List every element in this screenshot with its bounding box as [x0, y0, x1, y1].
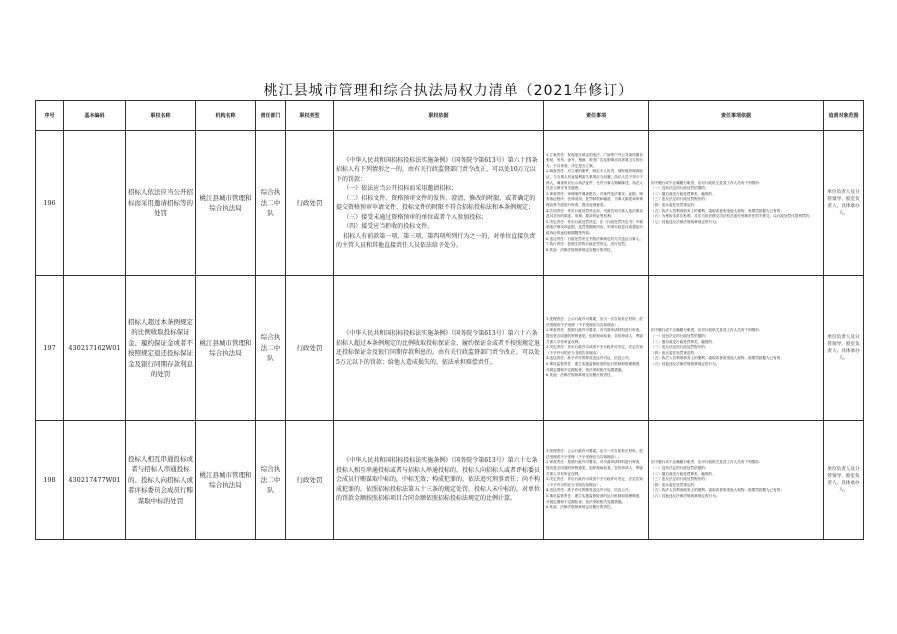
dutybasis-item: 因不履行或不正确履行职责，应对行政机关及其工作人员有下列情形：	[651, 460, 763, 465]
dutybasis-item: （七）其他违反法律法规规章规定的行为。	[651, 219, 720, 224]
duty-item: 7.执行责任：依照生效的行政处罚决定，进行处罚。	[546, 242, 629, 247]
cell-duty	[544, 131, 649, 276]
header-duty: 责任事项	[544, 101, 649, 131]
table-row	[36, 131, 864, 276]
cell-name: 招标人依法应当公开招标而采用邀请招标等的处罚	[126, 131, 196, 276]
basis-paragraph: （四）接受应当拒收的投标文件。	[343, 223, 434, 230]
header-org: 机构名称	[196, 101, 256, 131]
duty-item: 2.调查责任：对立案的案件，制定专人负责，则时组织调查取证，与当事人有直接利害关系的应当回避。执法人员不得少于两人，调查时应出示执法证件，允许当事人辩解陈述，执法人员应当保守有关秘密。	[546, 169, 644, 191]
duty-item: 3.决定责任：作出行政许可或者不予行政许可决定，法定告知（不予许可的应当书面告知理由）。	[546, 345, 643, 355]
dutybasis-item: （六）为牟取本单位私利，对应当依法移交司法机关追究刑事责任的不移交，以行政处罚代替刑罚的；	[651, 214, 813, 219]
dutybasis-item: （三）违反法定的行政处罚程序的；	[651, 477, 709, 482]
dutybasis-item: （五）执法人员利用职务上的便利，索取或者收受他人财物、收缴罚款据为己有的；	[651, 208, 784, 213]
duty-item: 6.其他：法律法规规章规定应履行的责任。	[546, 505, 615, 510]
cell-accountable: 单位负责人及分管领导、股室负责人、具体承办人。	[824, 131, 864, 276]
dutybasis-item: （四）违反委托处罚规定的；	[651, 350, 698, 355]
dutybasis-item: （四）违反委托处罚规定的；	[651, 482, 698, 487]
basis-paragraph: 《中华人民共和国招标投标法实施条例》（国务院令第613号）第六十六条招标人超过本条例规定的比例收取投标保证金、履约保证金或者不按照规定退还投标保证金及银行同期存款利息的，由有关行政监督部门责令改正，可以处5万元以下的罚款；给他人造成损失的，依法承担赔偿责任。	[336, 330, 541, 366]
cell-org: 桃江县城市管理和综合执法局	[196, 421, 256, 540]
basis-paragraph: （三）接受未通过资格预审的单位或者个人参加投标；	[343, 213, 488, 221]
header-basis: 职权依据	[334, 101, 544, 131]
header-dutybasis: 责任事项依据	[649, 101, 824, 131]
dutybasis-item: （二）擅自改变行政处罚种类、幅度的；	[651, 471, 716, 476]
duty-item: 4.送达责任：准予许可的制发送达许可证，信息公开。	[546, 488, 633, 493]
basis-paragraph: （二）招标文件、资格预审文件的发售、澄清、修改的时限，或者确定的提交资格预审申请文件、投标文件的时限不符合招标投标法和本条例规定；	[336, 194, 536, 211]
duty-item: 5.决定责任：作出行政处罚决定，在《行政处罚决定书》中载明违法事实和证据、处罚依据和内容、申请行政复议或提起行政诉讼的途径和期限等内容。	[546, 219, 644, 235]
cell-dept: 综合执法二中队	[256, 131, 286, 276]
dutybasis-item: （三）违反法定的行政处罚程序的；	[651, 345, 709, 350]
duty-item: 5.事后监管责任：建立实施监督检查的运行机制和管理制度，开展定期和不定期检查，依法采取相关处置措施。	[546, 493, 643, 504]
cell-type: 行政处罚	[286, 276, 334, 421]
dutybasis-item: （一）没有法定的行政处罚依据的；	[651, 186, 709, 191]
cell-accountable: 单位负责人及分管领导、股室负责人、具体承办人。	[824, 276, 864, 421]
cell-code	[64, 131, 126, 276]
duty-item: 6.送达责任：行政处罚决定书按法律规定的方式送达当事人。	[546, 236, 643, 241]
duty-item: 3.审查责任：审理案件调查报告，对案件违法事实、证据、调查取证程序、法律适用、处罚种类和幅度、当事人陈述和申辩理由等方面进行审查，提出处理意见。	[546, 191, 644, 207]
cell-seq: 197	[36, 276, 64, 421]
cell-dept: 综合执法二中队	[256, 276, 286, 421]
cell-org: 桃江县城市管理和综合执法局	[196, 131, 256, 276]
dutybasis-item: （五）执法人员利用职务上的便利，索取或者收受他人财物、收缴罚款据为己有的；	[651, 488, 784, 493]
cell-type: 行政处罚	[286, 421, 334, 540]
cell-seq: 198	[36, 421, 64, 540]
duty-item: 3.决定责任：作出行政许可或者不予行政许可决定，法定告知（不予许可的应当书面告知理由）。	[546, 477, 643, 487]
cell-accountable: 单位负责人及分管领导、股室负责人、具体承办人。	[824, 421, 864, 540]
cell-basis	[334, 421, 544, 540]
header-accountable: 追责对象范围	[824, 101, 864, 131]
cell-name: 招标人超过本条例规定的比例收取投标保证金、履约保证金或者不按照规定退还投标保证金及银行同期存款利息的处罚	[126, 276, 196, 421]
cell-basis	[334, 276, 544, 421]
dutybasis-item: （二）擅自改变行政处罚种类、幅度的；	[651, 191, 716, 196]
cell-dutybasis	[649, 131, 824, 276]
table-row	[36, 421, 864, 540]
cell-dept: 综合执法二中队	[256, 421, 286, 540]
power-list-table	[35, 100, 864, 540]
cell-code: 430217477W01	[64, 421, 126, 540]
header-row	[36, 101, 864, 131]
table-row	[36, 276, 864, 421]
duty-item: 5.事后监管责任：建立实施监督检查的运行机制和管理制度，开展定期和不定期检查，依法采取相关处置措施。	[546, 361, 643, 372]
header-dept: 责任部门	[256, 101, 286, 131]
dutybasis-item: 因不履行或不正确履行职责，应对行政机关及其工作人员有下列情形：	[651, 180, 763, 185]
cell-dutybasis	[649, 276, 824, 421]
header-code: 基本编码	[64, 101, 126, 131]
header-type: 职权类型	[286, 101, 334, 131]
cell-dutybasis	[649, 421, 824, 540]
document-title: 桃江县城市管理和综合执法局权力清单（2021年修订）	[263, 83, 634, 99]
cell-seq: 196	[36, 131, 64, 276]
cell-duty	[544, 276, 649, 421]
duty-item: 1.受理责任：公示行政许可要素，应当一次告知补正材料，依法受理或不予受理（不予受理应当告知理由）。	[546, 317, 643, 327]
cell-code: 430217162W01	[64, 276, 126, 421]
dutybasis-item: 因不履行或不正确履行职责，应对行政机关及其工作人员有下列情形：	[651, 328, 763, 333]
dutybasis-item: （五）执法人员利用职务上的便利，索取或者收受他人财物、收缴罚款据为己有的；	[651, 356, 784, 361]
duty-item: 8.其他：法律法规规章规定应履行的责任。	[546, 247, 615, 252]
duty-item: 2.审查责任：按照行政许可要求，对书面申请材料进行审查，提出是否同意的审核意见，组织现场检查，告知申请人、利害关系人享有听证权利。	[546, 328, 644, 344]
dutybasis-item: （六）其他违反法律法规规章规定的行为。	[651, 493, 720, 498]
basis-paragraph: 《中华人民共和国招标投标法实施条例》（国务院令第613号）第六十四条招标人有下列情形之一的，由有关行政监督部门责令改正，可以处10万元以下的罚款：	[336, 156, 538, 183]
basis-paragraph: 《中华人民共和国招标投标法实施条例》（国务院令第613号）第六十七条投标人相互串通投标或者与招标人串通投标的，投标人向招标人或者评标委员会成员行贿谋取中标的，中标无效；构成犯罪的，依法追究刑事责任；尚不构成犯罪的，依照招标投标法第五十三条的规定处罚。投标人未中标的，对单位的罚款金额按照招标项目合同金额依照招标投标法规定的比例计算。	[336, 457, 541, 503]
cell-name: 投标人相互串通投标或者与招标人串通投标的、投标人向招标人或者评标委员会成员行贿谋取中标的处罚	[126, 421, 196, 540]
cell-basis	[334, 131, 544, 276]
dutybasis-item: （二）擅自改变行政处罚种类、幅度的；	[651, 339, 716, 344]
duty-item: 1.立案责任：发现违反规定的违法、广场等户外公共场所擅自张贴、发布、涂写、刻画、散发广告及影响市容环境卫生的行为，予以审查，决定是否立案。	[546, 152, 644, 168]
duty-item: 4.送达责任：准予许可的制发送达许可证，信息公开。	[546, 356, 633, 361]
basis-paragraph: 招标人有前款第一项、第三项、第四项所列行为之一的，对单位直接负责的主管人员和其他直接责任人员依法给予处分。	[336, 232, 536, 249]
cell-type: 行政处罚	[286, 131, 334, 276]
dutybasis-item: （四）违反委托处罚规定的；	[651, 203, 698, 207]
dutybasis-item: （一）没有法定的行政处罚依据的；	[651, 334, 709, 339]
header-seq: 序号	[36, 101, 64, 131]
duty-item: 1.受理责任：公示行政许可要素，应当一次告知补正材料，依法受理或不予受理（不予受理应当告知理由）。	[546, 449, 643, 459]
dutybasis-item: （三）违反法定的行政处罚程序的；	[651, 197, 709, 202]
dutybasis-item: （一）没有法定的行政处罚依据的；	[651, 466, 709, 471]
dutybasis-item: （六）其他违反法律法规规章规定的行为。	[651, 361, 720, 366]
cell-duty	[544, 421, 649, 540]
basis-paragraph: （一）依法应当公开招标而采用邀请招标；	[343, 185, 458, 192]
duty-item: 4.告知责任：作出行政处罚决定前，书面告知当事人违法事实及其享有的陈述、申辩、要求听证等权利。	[546, 208, 643, 219]
duty-item: 2.审查责任：按照行政许可要求，对书面申请材料进行审查，提出是否同意的审核意见，组织现场检查，告知申请人、利害关系人享有听证权利。	[546, 460, 644, 476]
cell-org: 桃江县城市管理和综合执法局	[196, 276, 256, 421]
header-name: 职权名称	[126, 101, 196, 131]
duty-item: 6.其他：法律法规规章规定应履行的责任。	[546, 373, 615, 378]
